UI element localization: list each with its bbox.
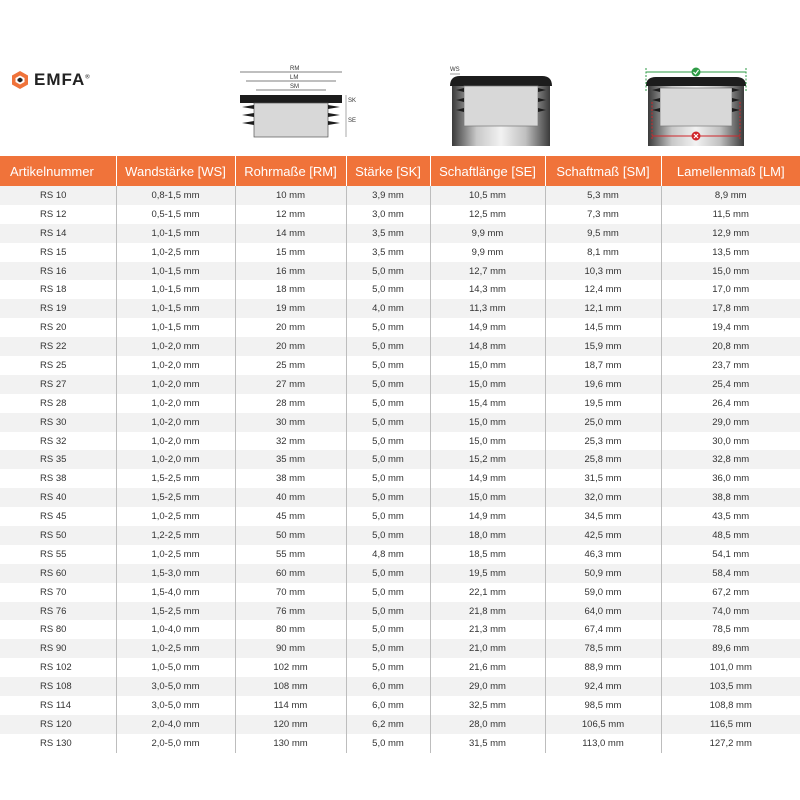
table-cell: 54,1 mm — [661, 545, 800, 564]
table-cell: 55 mm — [235, 545, 346, 564]
table-cell: RS 45 — [0, 507, 116, 526]
table-cell: 32,0 mm — [545, 488, 661, 507]
table-cell: 43,5 mm — [661, 507, 800, 526]
table-cell: 6,0 mm — [346, 696, 430, 715]
table-cell: RS 22 — [0, 337, 116, 356]
table-cell: 15,0 mm — [430, 356, 545, 375]
table-cell: 42,5 mm — [545, 526, 661, 545]
table-row — [0, 394, 800, 413]
table-cell: 5,0 mm — [346, 564, 430, 583]
table-cell: RS 40 — [0, 488, 116, 507]
table-cell: 21,8 mm — [430, 602, 545, 621]
table-cell: 14,9 mm — [430, 318, 545, 337]
table-cell: RS 30 — [0, 413, 116, 432]
table-row — [0, 469, 800, 488]
table-cell: 13,5 mm — [661, 243, 800, 262]
table-cell: 18,0 mm — [430, 526, 545, 545]
table-cell: 1,0-2,0 mm — [116, 432, 235, 451]
table-cell: 18 mm — [235, 280, 346, 299]
table-cell: 4,8 mm — [346, 545, 430, 564]
table-cell: 1,0-1,5 mm — [116, 224, 235, 243]
table-cell: RS 102 — [0, 658, 116, 677]
table-row — [0, 488, 800, 507]
table-cell: 5,0 mm — [346, 583, 430, 602]
table-cell: 1,0-2,0 mm — [116, 394, 235, 413]
table-cell: 5,0 mm — [346, 262, 430, 281]
table-cell: 5,0 mm — [346, 375, 430, 394]
table-cell: 15 mm — [235, 243, 346, 262]
table-cell: 38,8 mm — [661, 488, 800, 507]
table-row — [0, 715, 800, 734]
table-cell: 18,7 mm — [545, 356, 661, 375]
table-cell: 106,5 mm — [545, 715, 661, 734]
table-row — [0, 507, 800, 526]
table-cell: 1,0-2,5 mm — [116, 507, 235, 526]
table-cell: 5,0 mm — [346, 734, 430, 753]
table-cell: RS 25 — [0, 356, 116, 375]
table-cell: RS 20 — [0, 318, 116, 337]
svg-text:SE: SE — [348, 118, 357, 124]
table-cell: RS 90 — [0, 639, 116, 658]
table-cell: 5,0 mm — [346, 639, 430, 658]
table-row — [0, 620, 800, 639]
column-header: Lamellenmaß [LM] — [661, 156, 800, 186]
table-cell: 23,7 mm — [661, 356, 800, 375]
table-cell: RS 18 — [0, 280, 116, 299]
table-cell: RS 114 — [0, 696, 116, 715]
table-cell: 32,8 mm — [661, 450, 800, 469]
table-cell: 15,0 mm — [430, 488, 545, 507]
table-cell: 34,5 mm — [545, 507, 661, 526]
table-cell: 15,0 mm — [430, 375, 545, 394]
table-cell: 19,5 mm — [545, 394, 661, 413]
table-cell: 1,5-2,5 mm — [116, 488, 235, 507]
table-cell: 1,0-1,5 mm — [116, 299, 235, 318]
table-cell: 22,1 mm — [430, 583, 545, 602]
column-header: Wandstärke [WS] — [116, 156, 235, 186]
table-cell: 9,5 mm — [545, 224, 661, 243]
table-cell: 14,9 mm — [430, 469, 545, 488]
table-cell: 1,5-4,0 mm — [116, 583, 235, 602]
table-row — [0, 734, 800, 753]
table-cell: 18,5 mm — [430, 545, 545, 564]
table-cell: 12,5 mm — [430, 205, 545, 224]
table-row — [0, 450, 800, 469]
table-cell: 28,0 mm — [430, 715, 545, 734]
table-cell: 130 mm — [235, 734, 346, 753]
table-cell: 50 mm — [235, 526, 346, 545]
inserted-plug-diagram — [446, 62, 556, 147]
table-cell: 89,6 mm — [661, 639, 800, 658]
table-cell: 32 mm — [235, 432, 346, 451]
emfa-logo — [10, 70, 91, 90]
table-cell: 17,8 mm — [661, 299, 800, 318]
table-cell: 114 mm — [235, 696, 346, 715]
table-row — [0, 696, 800, 715]
table-row — [0, 375, 800, 394]
table-cell: 98,5 mm — [545, 696, 661, 715]
table-cell: 5,0 mm — [346, 602, 430, 621]
table-cell: 15,4 mm — [430, 394, 545, 413]
table-cell: 5,0 mm — [346, 469, 430, 488]
table-cell: 28 mm — [235, 394, 346, 413]
table-cell: RS 16 — [0, 262, 116, 281]
table-row — [0, 432, 800, 451]
table-cell: 36,0 mm — [661, 469, 800, 488]
table-cell: 21,6 mm — [430, 658, 545, 677]
table-cell: 8,1 mm — [545, 243, 661, 262]
table-cell: RS 19 — [0, 299, 116, 318]
table-cell: 0,5-1,5 mm — [116, 205, 235, 224]
table-row — [0, 280, 800, 299]
table-cell: 5,0 mm — [346, 526, 430, 545]
table-cell: RS 80 — [0, 620, 116, 639]
column-header: Artikelnummer — [0, 156, 116, 186]
table-cell: RS 55 — [0, 545, 116, 564]
table-cell: 5,0 mm — [346, 432, 430, 451]
table-row — [0, 318, 800, 337]
table-cell: 3,9 mm — [346, 186, 430, 205]
table-cell: 67,2 mm — [661, 583, 800, 602]
table-cell: 30,0 mm — [661, 432, 800, 451]
table-cell: 1,5-2,5 mm — [116, 602, 235, 621]
table-cell: 10,5 mm — [430, 186, 545, 205]
table-cell: 5,0 mm — [346, 394, 430, 413]
table-cell: RS 108 — [0, 677, 116, 696]
table-cell: 1,0-2,5 mm — [116, 545, 235, 564]
table-cell: 127,2 mm — [661, 734, 800, 753]
table-cell: 3,0-5,0 mm — [116, 696, 235, 715]
table-cell: 80 mm — [235, 620, 346, 639]
table-cell: 16 mm — [235, 262, 346, 281]
table-row — [0, 677, 800, 696]
table-row — [0, 526, 800, 545]
table-row — [0, 564, 800, 583]
table-cell: 19,4 mm — [661, 318, 800, 337]
table-cell: 5,3 mm — [545, 186, 661, 205]
svg-text:RM: RM — [290, 66, 300, 72]
table-cell: 20,8 mm — [661, 337, 800, 356]
table-cell: 5,0 mm — [346, 318, 430, 337]
table-cell: 30 mm — [235, 413, 346, 432]
table-cell: 64,0 mm — [545, 602, 661, 621]
table-cell: 78,5 mm — [545, 639, 661, 658]
table-cell: RS 14 — [0, 224, 116, 243]
table-cell: 38 mm — [235, 469, 346, 488]
table-cell: 60 mm — [235, 564, 346, 583]
table-cell: 14,5 mm — [545, 318, 661, 337]
table-cell: RS 35 — [0, 450, 116, 469]
table-cell: 8,9 mm — [661, 186, 800, 205]
table-cell: 19,5 mm — [430, 564, 545, 583]
table-cell: 10,3 mm — [545, 262, 661, 281]
table-cell: 45 mm — [235, 507, 346, 526]
table-cell: 59,0 mm — [545, 583, 661, 602]
table-row — [0, 186, 800, 205]
table-cell: 3,5 mm — [346, 224, 430, 243]
table-row — [0, 356, 800, 375]
table-row — [0, 602, 800, 621]
table-cell: RS 10 — [0, 186, 116, 205]
table-cell: 1,5-3,0 mm — [116, 564, 235, 583]
table-cell: 74,0 mm — [661, 602, 800, 621]
table-cell: 25,0 mm — [545, 413, 661, 432]
table-cell: 46,3 mm — [545, 545, 661, 564]
table-cell: 1,0-2,5 mm — [116, 639, 235, 658]
table-cell: 2,0-5,0 mm — [116, 734, 235, 753]
table-cell: 67,4 mm — [545, 620, 661, 639]
table-cell: 14,8 mm — [430, 337, 545, 356]
table-cell: 90 mm — [235, 639, 346, 658]
table-cell: 5,0 mm — [346, 450, 430, 469]
dimension-diagram — [232, 62, 362, 142]
table-cell: 19 mm — [235, 299, 346, 318]
table-cell: 21,0 mm — [430, 639, 545, 658]
table-cell: RS 38 — [0, 469, 116, 488]
table-cell: 27 mm — [235, 375, 346, 394]
column-header: Stärke [SK] — [346, 156, 430, 186]
table-cell: RS 12 — [0, 205, 116, 224]
table-cell: 70 mm — [235, 583, 346, 602]
table-cell: 14,3 mm — [430, 280, 545, 299]
table-cell: 102 mm — [235, 658, 346, 677]
table-cell: 5,0 mm — [346, 658, 430, 677]
table-cell: 25,3 mm — [545, 432, 661, 451]
table-cell: 108 mm — [235, 677, 346, 696]
table-cell: 50,9 mm — [545, 564, 661, 583]
table-cell: 120 mm — [235, 715, 346, 734]
table-cell: 113,0 mm — [545, 734, 661, 753]
table-cell: 1,0-2,0 mm — [116, 450, 235, 469]
check-icon — [692, 68, 701, 77]
table-cell: 58,4 mm — [661, 564, 800, 583]
table-cell: 12,9 mm — [661, 224, 800, 243]
table-cell: 11,3 mm — [430, 299, 545, 318]
table-cell: 1,0-2,0 mm — [116, 413, 235, 432]
table-cell: 101,0 mm — [661, 658, 800, 677]
table-cell: 48,5 mm — [661, 526, 800, 545]
table-cell: 12,4 mm — [545, 280, 661, 299]
svg-text:LM: LM — [290, 75, 299, 81]
table-cell: RS 50 — [0, 526, 116, 545]
table-cell: 0,8-1,5 mm — [116, 186, 235, 205]
table-row — [0, 262, 800, 281]
table-cell: 25 mm — [235, 356, 346, 375]
table-cell: 3,0-5,0 mm — [116, 677, 235, 696]
table-row — [0, 639, 800, 658]
table-cell: 1,0-4,0 mm — [116, 620, 235, 639]
table-row — [0, 337, 800, 356]
table-cell: 35 mm — [235, 450, 346, 469]
spec-table — [0, 156, 800, 753]
table-cell: 6,2 mm — [346, 715, 430, 734]
table-cell: 15,0 mm — [430, 432, 545, 451]
svg-text:SM: SM — [290, 84, 299, 90]
table-cell: 78,5 mm — [661, 620, 800, 639]
table-cell: 5,0 mm — [346, 620, 430, 639]
table-cell: 3,0 mm — [346, 205, 430, 224]
table-row — [0, 583, 800, 602]
table-cell: 88,9 mm — [545, 658, 661, 677]
table-cell: 9,9 mm — [430, 243, 545, 262]
table-cell: 40 mm — [235, 488, 346, 507]
table-header-row — [0, 156, 800, 186]
table-cell: RS 32 — [0, 432, 116, 451]
table-cell: 5,0 mm — [346, 488, 430, 507]
table-cell: 1,0-1,5 mm — [116, 262, 235, 281]
table-cell: 15,9 mm — [545, 337, 661, 356]
table-row — [0, 299, 800, 318]
table-cell: 1,0-2,0 mm — [116, 356, 235, 375]
column-header: Schaftmaß [SM] — [545, 156, 661, 186]
table-cell: 20 mm — [235, 337, 346, 356]
table-row — [0, 243, 800, 262]
table-row — [0, 658, 800, 677]
table-cell: 25,8 mm — [545, 450, 661, 469]
table-cell: 1,0-2,5 mm — [116, 243, 235, 262]
table-cell: 7,3 mm — [545, 205, 661, 224]
table-cell: 17,0 mm — [661, 280, 800, 299]
table-row — [0, 224, 800, 243]
table-cell: 32,5 mm — [430, 696, 545, 715]
table-cell: 20 mm — [235, 318, 346, 337]
table-cell: RS 120 — [0, 715, 116, 734]
table-cell: 76 mm — [235, 602, 346, 621]
table-cell: 25,4 mm — [661, 375, 800, 394]
table-cell: 5,0 mm — [346, 507, 430, 526]
table-cell: 21,3 mm — [430, 620, 545, 639]
table-cell: 2,0-4,0 mm — [116, 715, 235, 734]
column-header: Rohrmaße [RM] — [235, 156, 346, 186]
table-cell: 3,5 mm — [346, 243, 430, 262]
table-cell: RS 27 — [0, 375, 116, 394]
table-cell: 26,4 mm — [661, 394, 800, 413]
table-cell: 12 mm — [235, 205, 346, 224]
table-cell: RS 130 — [0, 734, 116, 753]
table-cell: 12,1 mm — [545, 299, 661, 318]
table-cell: 1,0-1,5 mm — [116, 280, 235, 299]
column-header: Schaftlänge [SE] — [430, 156, 545, 186]
table-cell: 1,2-2,5 mm — [116, 526, 235, 545]
table-cell: RS 28 — [0, 394, 116, 413]
svg-text:WS: WS — [450, 67, 460, 73]
table-cell: 1,0-2,0 mm — [116, 375, 235, 394]
measurement-check-diagram — [640, 62, 752, 147]
brand-name: EMFA® — [34, 70, 91, 89]
table-cell: 5,0 mm — [346, 413, 430, 432]
table-cell: 92,4 mm — [545, 677, 661, 696]
table-cell: 1,0-2,0 mm — [116, 337, 235, 356]
table-row — [0, 413, 800, 432]
table-cell: 5,0 mm — [346, 356, 430, 375]
header-area — [0, 0, 800, 155]
table-cell: RS 70 — [0, 583, 116, 602]
table-cell: RS 15 — [0, 243, 116, 262]
table-cell: 116,5 mm — [661, 715, 800, 734]
table-cell: 15,0 mm — [430, 413, 545, 432]
table-cell: 14 mm — [235, 224, 346, 243]
table-cell: 1,0-1,5 mm — [116, 318, 235, 337]
table-cell: 29,0 mm — [661, 413, 800, 432]
table-cell: 15,2 mm — [430, 450, 545, 469]
table-cell: 15,0 mm — [661, 262, 800, 281]
table-cell: 5,0 mm — [346, 337, 430, 356]
table-cell: 1,5-2,5 mm — [116, 469, 235, 488]
table-cell: 108,8 mm — [661, 696, 800, 715]
table-cell: 29,0 mm — [430, 677, 545, 696]
table-cell: 31,5 mm — [545, 469, 661, 488]
table-row — [0, 545, 800, 564]
table-cell: 12,7 mm — [430, 262, 545, 281]
table-cell: 1,0-5,0 mm — [116, 658, 235, 677]
table-row — [0, 205, 800, 224]
table-cell: 10 mm — [235, 186, 346, 205]
table-cell: 19,6 mm — [545, 375, 661, 394]
table-cell: 31,5 mm — [430, 734, 545, 753]
table-cell: 6,0 mm — [346, 677, 430, 696]
table-cell: 103,5 mm — [661, 677, 800, 696]
table-cell: 9,9 mm — [430, 224, 545, 243]
table-body — [0, 186, 800, 753]
emfa-logo-icon — [10, 70, 30, 90]
table-cell: RS 76 — [0, 602, 116, 621]
table-cell: RS 60 — [0, 564, 116, 583]
table-cell: 14,9 mm — [430, 507, 545, 526]
svg-text:SK: SK — [348, 98, 357, 104]
table-cell: 4,0 mm — [346, 299, 430, 318]
table-cell: 5,0 mm — [346, 280, 430, 299]
table-cell: 11,5 mm — [661, 205, 800, 224]
